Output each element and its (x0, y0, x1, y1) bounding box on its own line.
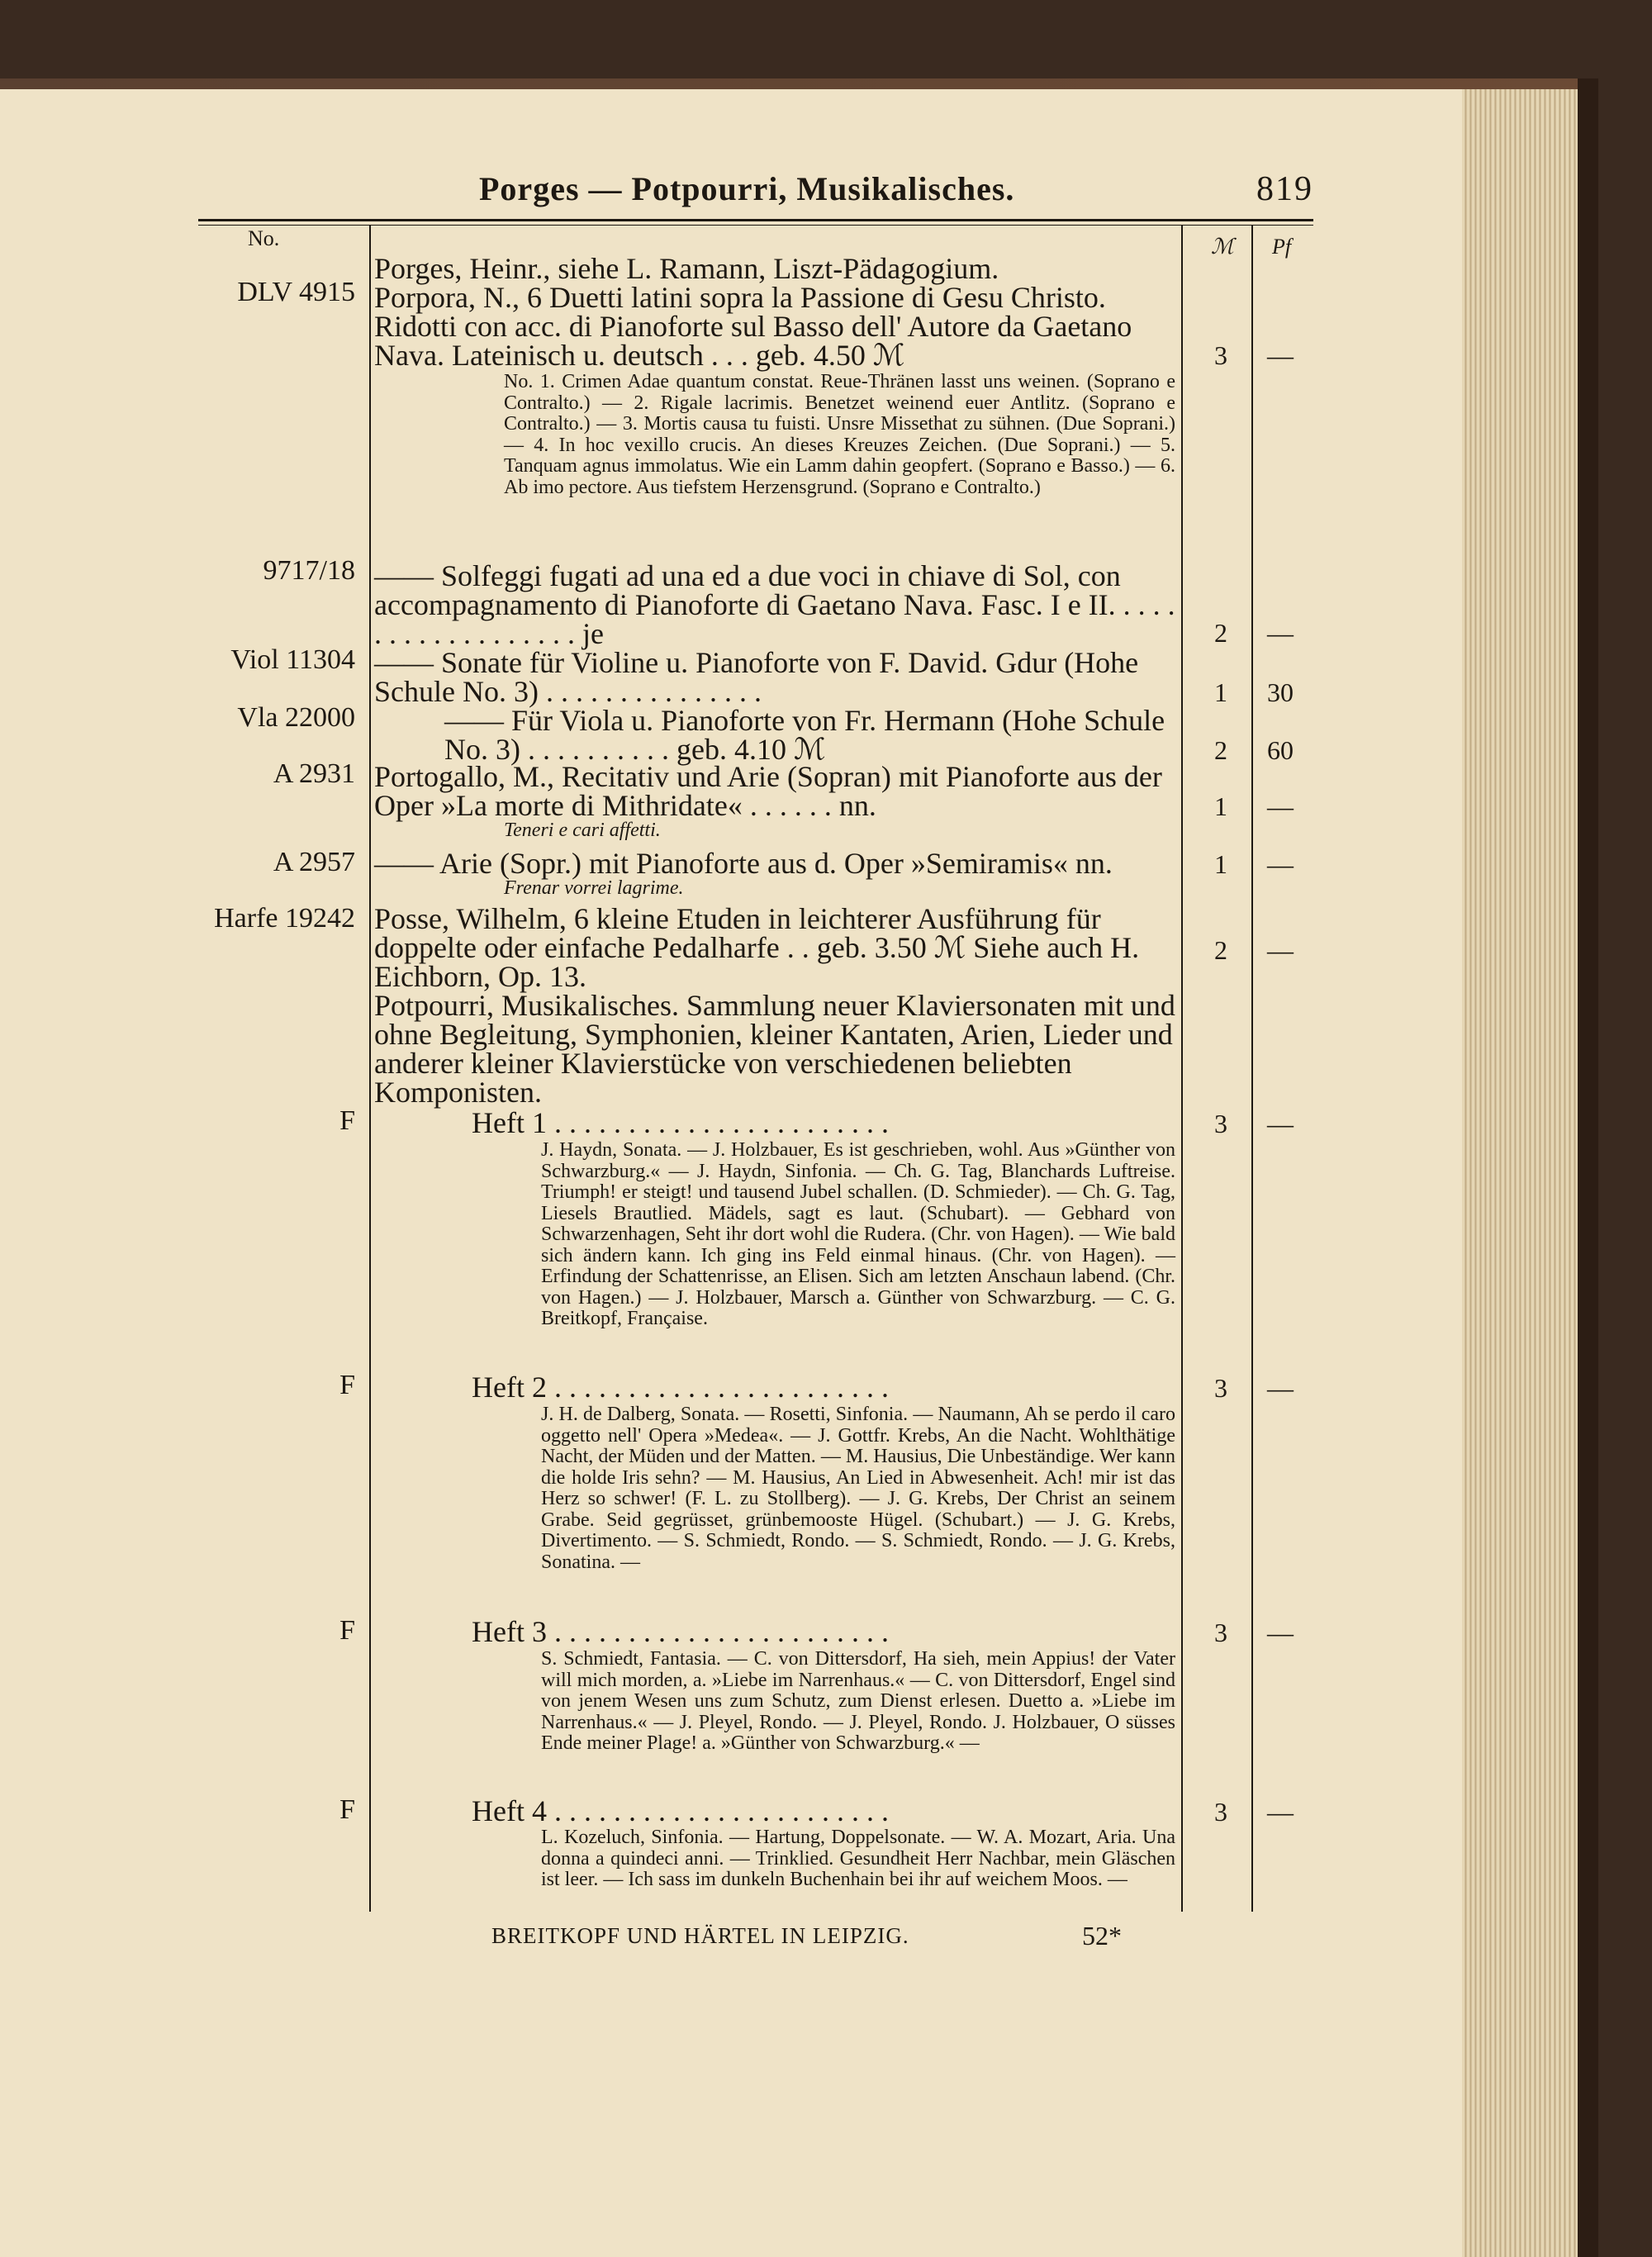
sheet-signature: 52* (1082, 1921, 1122, 1951)
entry-number: Viol 11304 (230, 644, 355, 675)
entry-price-pf: — (1267, 340, 1294, 370)
column-rule-mark (1181, 225, 1183, 1912)
entry-number: Vla 22000 (237, 702, 355, 733)
entry-price-mark: 3 (1214, 1109, 1227, 1138)
entry-price-pf: — (1267, 618, 1294, 648)
entry-price-mark: 2 (1214, 618, 1227, 648)
entry-price-pf: — (1267, 1109, 1294, 1138)
entry-text: —— Solfeggi fugati ad una ed a due voci in chiave di Sol, con accompagnamento di Pianoforte di Gaetano Nava. Fasc. I e II. . . . . . . . . . . . . . . . . . . je (374, 559, 1175, 650)
entry-text: Porges, Heinr., siehe L. Ramann, Liszt-Pädagogium. (374, 252, 999, 285)
column-header-pf: Pf (1272, 235, 1292, 259)
entry-price-mark: 1 (1214, 791, 1227, 821)
entry-text: Porpora, N., 6 Duetti latini sopra la Passione di Gesu Christo. Ridotti con acc. di Pianoforte sul Basso dell' Autore da Gaetano Nava. Lateinisch u. deutsch . . . geb. 4.50 ℳ (374, 281, 1132, 372)
entry-price-pf: 30 (1267, 677, 1294, 707)
entry-number: F (339, 1615, 355, 1646)
entry-price-pf: — (1267, 849, 1294, 879)
entry-details: L. Kozeluch, Sinfonia. — Hartung, Doppelsonate. — W. A. Mozart, Aria. Una donna a quindeci anni. — Trinklied. Gesundheit Herr Nachbar, mein Gläschen ist leer. — Ich sass im dunkeln Buchenhain bei ihr auf weichem Moos. — (541, 1827, 1175, 1890)
entry-text: Heft 1 . . . . . . . . . . . . . . . . . . . . . . . (472, 1106, 889, 1139)
entry-price-mark: 2 (1214, 935, 1227, 965)
entry-price-mark: 1 (1214, 677, 1227, 707)
entry-price-mark: 1 (1214, 849, 1227, 879)
entry-number: F (339, 1794, 355, 1825)
entry-details: J. Haydn, Sonata. — J. Holzbauer, Es ist geschrieben, wohl. Aus »Günther von Schwarzburg.« — J. Haydn, Sinfonia. — Ch. G. Tag, Blanchards Luftreise. Triumph! er steigt! und tausend Jubel schallen. (D. Schmieder). — Ch. G. Tag, Liesels Brautlied. Mädels, sagt es laut. (Schubart). — Gebhard von Schwarzenhagen, Seht ihr dort wohl die Rudera. (Chr. von Hagen). — Wie bald sich ändern kann. Ich ging ins Feld einmal hinaus. (Chr. von Hagen). — Erfindung der Schattenrisse, an Elisen. Sich am letzten Anschaun labend. (Chr. von Hagen.) — J. Holzbauer, Marsch a. Günther von Schwarzburg. — C. G. Breitkopf, Française. (541, 1139, 1175, 1329)
page-edges (1462, 89, 1578, 2257)
entry-number: 9717/18 (263, 555, 355, 586)
entry-details: S. Schmiedt, Fantasia. — C. von Dittersdorf, Ha sieh, mein Appius! der Vater will mich morden, a. »Liebe im Narrenhaus.« — C. von Dittersdorf, Engel sind von jenem Wesen uns zum Schutz, zum Dienst erlesen. Duetto a. »Liebe im Narrenhaus.« — J. Pleyel, Rondo. — J. Pleyel, Rondo. J. Holzbauer, O süsses Ende meiner Plage! a. »Günther von Schwarzburg.« — (541, 1648, 1175, 1754)
entry-price-pf: — (1267, 1373, 1294, 1403)
column-rule-pf (1251, 225, 1253, 1912)
header-rule-bottom (198, 225, 1313, 226)
entry-price-mark: 3 (1214, 340, 1227, 370)
entry-details: J. H. de Dalberg, Sonata. — Rosetti, Sinfonia. — Naumann, Ah se perdo il caro oggetto nell' Opera »Medea«. — J. Gottfr. Krebs, An die Nacht. Wohlthätige Nacht, der Müden und der Matten. — M. Hausius, Die Unbeständige. Wer kann die holde Iris sehn? — M. Hausius, An Lied in Abwesenheit. Ach! mir ist das Herz so schwer! (F. L. zu Stollberg). — J. G. Krebs, Der Christ an seinem Grabe. Seid gegrüsset, grünbemooste Hügel. (Schubart.) — J. G. Krebs, Divertimento. — S. Schmiedt, Rondo. — S. Schmiedt, Rondo. — J. G. Krebs, Sonatina. — (541, 1404, 1175, 1573)
page-number: 819 (1256, 170, 1313, 208)
entry-number: F (339, 1105, 355, 1136)
column-rule-number (369, 225, 371, 1912)
entry-number: Harfe 19242 (214, 903, 355, 934)
entry-price-pf: 60 (1267, 735, 1294, 765)
entry-text: Heft 2 . . . . . . . . . . . . . . . . . . . . . . . (472, 1371, 889, 1404)
entry-text: Potpourri, Musikalisches. Sammlung neuer Klaviersonaten mit und ohne Begleitung, Symphonien, kleiner Kantaten, Arien, Lieder und anderer kleiner Klavierstücke von verschiedenen beliebten Komponisten. (374, 989, 1175, 1109)
entry-price-mark: 3 (1214, 1618, 1227, 1647)
header-rule-top (198, 219, 1313, 221)
page-title: Porges — Potpourri, Musikalisches. (479, 170, 1015, 207)
entry-text: Portogallo, M., Recitativ und Arie (Sopran) mit Pianoforte aus der Oper »La morte di Mithridate« . . . . . . nn. (374, 760, 1162, 822)
entry-price-pf: — (1267, 935, 1294, 965)
entry-details: Frenar vorrei lagrime. (504, 877, 684, 899)
publisher-footer: BREITKOPF UND HÄRTEL IN LEIPZIG. (491, 1923, 909, 1948)
entry-text: Posse, Wilhelm, 6 kleine Etuden in leichterer Ausführung für doppelte oder einfache Pedalharfe . . geb. 3.50 ℳ Siehe auch H. Eichborn, Op. 13. (374, 902, 1140, 993)
entry-price-mark: 3 (1214, 1373, 1227, 1403)
column-header-mark: ℳ (1211, 235, 1234, 259)
entry-number: F (339, 1370, 355, 1400)
book-spine-edge (1578, 78, 1598, 2257)
entry-text: Heft 4 . . . . . . . . . . . . . . . . . . . . . . . (472, 1794, 889, 1827)
entry-details: No. 1. Crimen Adae quantum constat. Reue-Thränen lasst uns weinen. (Soprano e Contralto.) — 2. Rigale lacrimis. Benetzet weinend euer Antlitz. (Soprano e Contralto.) — 3. Mortis causa tu fuisti. Unsre Missethat zu sühnen. (Due Soprani.) — 4. In hoc vexillo crucis. An dieses Kreuzes Zeichen. (Due Soprani.) — 5. Tanquam agnus immolatus. Wie ein Lamm dahin geopfert. (Soprano e Basso.) — 6. Ab imo pectore. Aus tiefstem Herzensgrund. (Soprano e Contralto.) (504, 371, 1175, 498)
running-head (198, 169, 1313, 219)
column-header-number: No. (248, 226, 280, 250)
entry-price-pf: — (1267, 1797, 1294, 1827)
entry-details: Teneri e cari affetti. (504, 820, 661, 841)
entry-price-pf: — (1267, 1618, 1294, 1647)
entry-text: —— Für Viola u. Pianoforte von Fr. Hermann (Hohe Schule No. 3) . . . . . . . . . . geb. 4.10 ℳ (444, 704, 1165, 766)
entry-text: Heft 3 . . . . . . . . . . . . . . . . . . . . . . . (472, 1615, 889, 1648)
entry-text: —— Arie (Sopr.) mit Pianoforte aus d. Oper »Semiramis« nn. (374, 847, 1113, 880)
entry-price-mark: 3 (1214, 1797, 1227, 1827)
entry-price-mark: 2 (1214, 735, 1227, 765)
entry-price-pf: — (1267, 791, 1294, 821)
entry-number: A 2931 (273, 758, 355, 789)
entry-text: —— Sonate für Violine u. Pianoforte von F. David. Gdur (Hohe Schule No. 3) . . . . . . . . . . . . . . . (374, 646, 1139, 708)
entry-number: DLV 4915 (237, 277, 355, 307)
entry-number: A 2957 (273, 847, 355, 877)
